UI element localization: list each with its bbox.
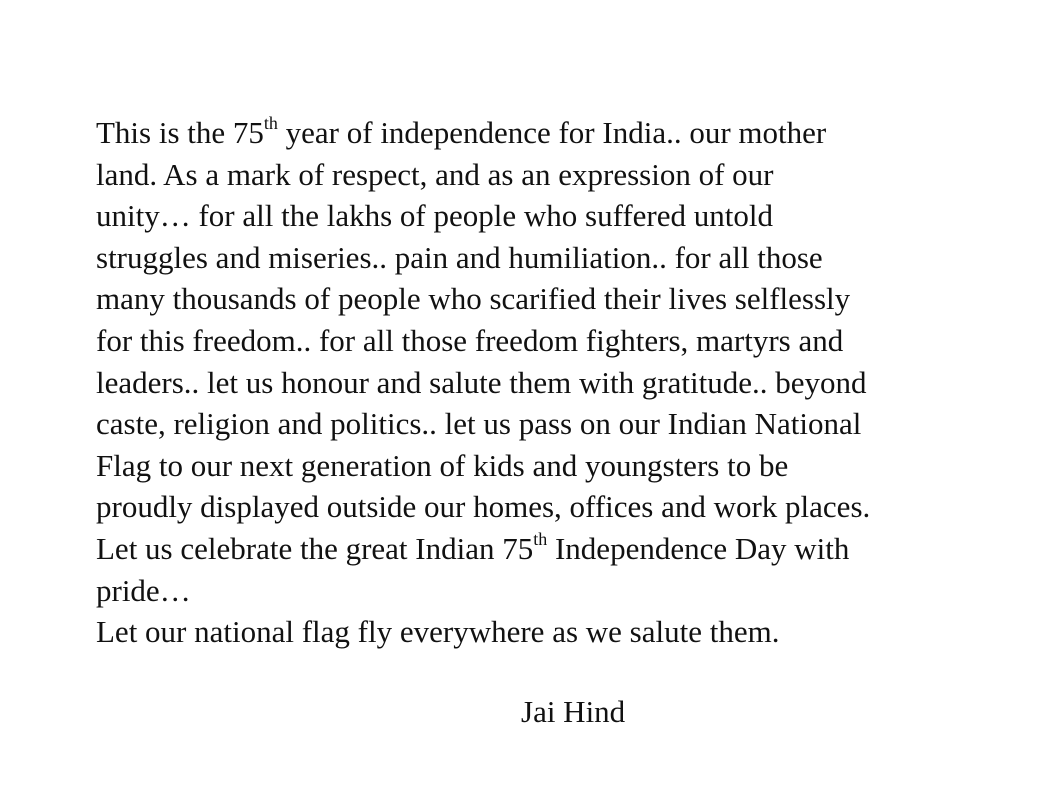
text-line: land. As a mark of respect, and as an expression of our — [96, 156, 774, 192]
text-line: proudly displayed outside our homes, offices and work places. — [96, 489, 871, 525]
text-line: This is the 75th year of independence for India.. our mother — [96, 112, 827, 150]
text-line: for this freedom.. for all those freedom fighters, martyrs and — [96, 322, 844, 358]
text-line: Let our national flag fly everywhere as we salute them. — [96, 614, 780, 650]
text-line: Let us celebrate the great Indian 75th Independence Day with — [96, 528, 850, 566]
text-line: pride… — [96, 572, 191, 608]
text-line: leaders.. let us honour and salute them with gratitude.. beyond — [96, 364, 867, 400]
text-line: Flag to our next generation of kids and youngsters to be — [96, 447, 789, 483]
text-line: caste, religion and politics.. let us pass on our Indian National — [96, 406, 862, 442]
signoff-text: Jai Hind — [521, 694, 626, 729]
text-line: many thousands of people who scarified their lives selflessly — [96, 281, 851, 317]
text-line: unity… for all the lakhs of people who suffered untold — [96, 198, 773, 234]
text-line: struggles and miseries.. pain and humiliation.. for all those — [96, 239, 823, 275]
message-body — [96, 112, 996, 653]
